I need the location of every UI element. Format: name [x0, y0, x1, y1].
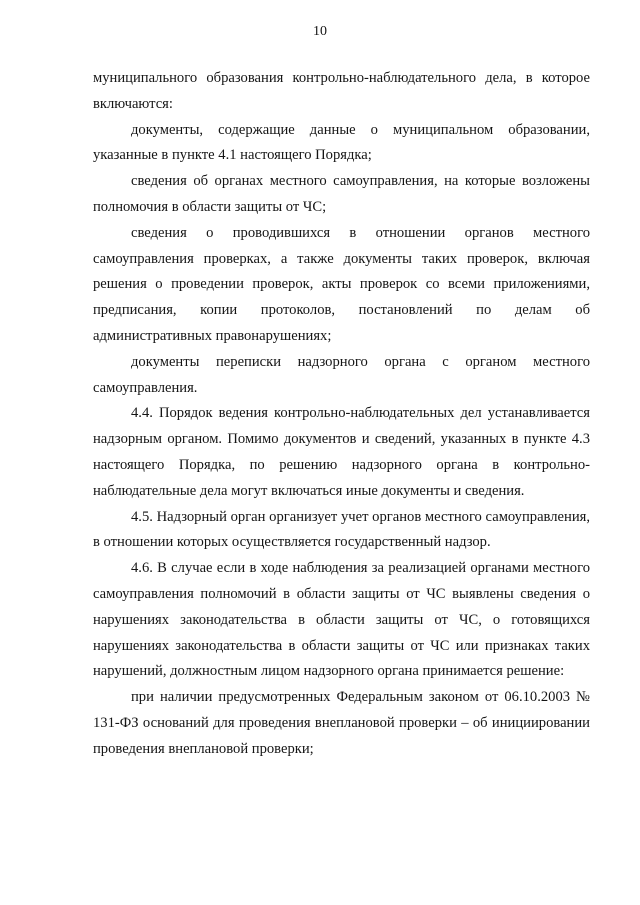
paragraph-clause-4-6: 4.6. В случае если в ходе наблюдения за реализацией органами местного самоуправления полномочий в области защиты от ЧС выявлены сведения о нарушениях законодательства в области защиты от ЧС, о готовящихся нарушениях законодательства в области защиты от ЧС или признаках таких нарушений, должностным лицом надзорного органа принимается решение: [93, 560, 590, 680]
paragraph-clause-4-5: 4.5. Надзорный орган организует учет органов местного самоуправления, в отношении которых осуществляется государственный надзор. [93, 508, 590, 551]
paragraph-clause-4-4: 4.4. Порядок ведения контрольно-наблюдательных дел устанавливается надзорным органом. Помимо документов и сведений, указанных в пункте 4.3 настоящего Порядка, по решению надзорного органа в контрольно-наблюдательные дела могут включаться иные документы и сведения. [93, 405, 590, 499]
page-number: 10 [313, 24, 327, 39]
paragraph-item-inspections: сведения о проводившихся в отношении органов местного самоуправления проверках, а также документы таких проверок, включая решения о проведении проверок, акты проверок со всеми приложениями, предписания, копии протоколов, постановлений по делам об административных правонарушениях; [93, 224, 590, 344]
paragraph-item-self-government-bodies: сведения об органах местного самоуправления, на которые возложены полномочия в области защиты от ЧС; [93, 173, 590, 215]
document-body [93, 66, 590, 763]
paragraph-intro: муниципального образования контрольно-наблюдательного дела, в которое включаются: [93, 70, 590, 112]
paragraph-item-municipal-data: документы, содержащие данные о муниципальном образовании, указанные в пункте 4.1 настоящего Порядка; [93, 121, 590, 164]
paragraph-item-correspondence: документы переписки надзорного органа с органом местного самоуправления. [93, 353, 590, 396]
paragraph-clause-4-6-item: при наличии предусмотренных Федеральным законом от 06.10.2003 № 131-ФЗ оснований для проведения внеплановой проверки – об инициировании проведения внеплановой проверки; [93, 689, 590, 757]
